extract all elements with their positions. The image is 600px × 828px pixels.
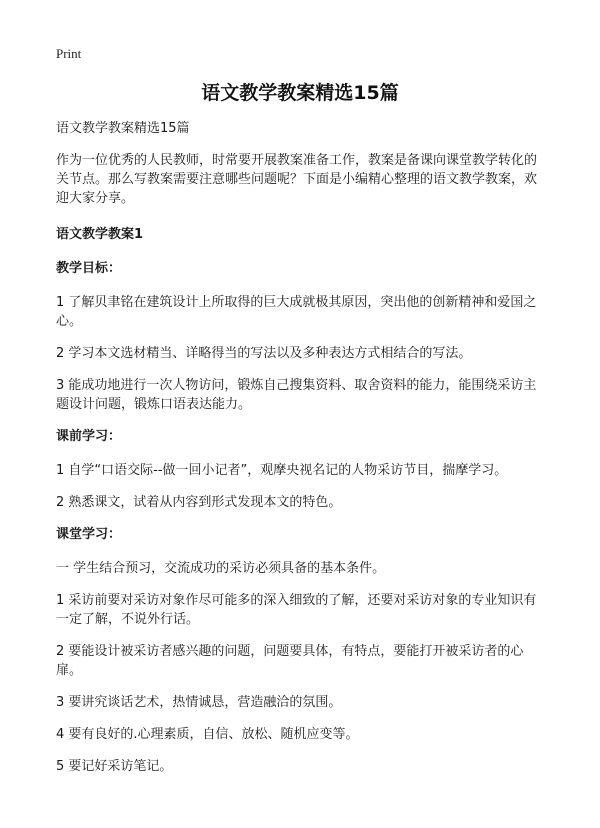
section-title: 语文教学教案1 xyxy=(56,227,144,242)
goals-heading: 教学目标： xyxy=(56,261,122,276)
goal-item: 1 了解贝聿铭在建筑设计上所取得的巨大成就极其原因，突出他的创新精神和爱国之心。 xyxy=(56,295,537,329)
intro-paragraph: 作为一位优秀的人民教师，时常要开展教案准备工作，教案是备课向课堂教学转化的关节点。那么写教案需要注意哪些问题呢？下面是小编精心整理的语文教学教案，欢迎大家分享。 xyxy=(56,153,538,206)
print-label: Print xyxy=(56,46,82,61)
preclass-heading: 课前学习： xyxy=(56,429,122,444)
preclass-item: 1 自学“口语交际--做一回小记者”，观摩央视名记的人物采访节目，揣摩学习。 xyxy=(56,463,508,478)
inclass-item: 3 要讲究谈话艺术，热情诚恳，营造融洽的氛围。 xyxy=(56,695,342,710)
document-body xyxy=(56,120,546,789)
preclass-item: 2 熟悉课文，试着从内容到形式发现本文的特色。 xyxy=(56,495,342,510)
goal-item: 3 能成功地进行一次人物访问，锻炼自己搜集资料、取舍资料的能力，能围绕采访主题设计问题，锻炼口语表达能力。 xyxy=(56,378,537,412)
inclass-item: 5 要记好采访笔记。 xyxy=(56,759,173,774)
inclass-item: 2 要能设计被采访者感兴趣的问题，问题要具体，有特点，要能打开被采访者的心扉。 xyxy=(56,644,524,678)
document-subtitle: 语文教学教案精选15篇 xyxy=(56,121,190,136)
page-title: 语文教学教案精选15篇 xyxy=(201,82,399,104)
goal-item: 2 学习本文选材精当、详略得当的写法以及多种表达方式相结合的写法。 xyxy=(56,346,472,361)
inclass-item: 4 要有良好的.心理素质，自信、放松、随机应变等。 xyxy=(56,727,359,742)
inclass-heading: 课堂学习： xyxy=(56,527,122,542)
inclass-item: 1 采访前要对采访对象作尽可能多的深入细致的了解，还要对采访对象的专业知识有一定了解，不说外行话。 xyxy=(56,593,537,627)
inclass-item: 一 学生结合预习，交流成功的采访必须具备的基本条件。 xyxy=(56,561,386,576)
